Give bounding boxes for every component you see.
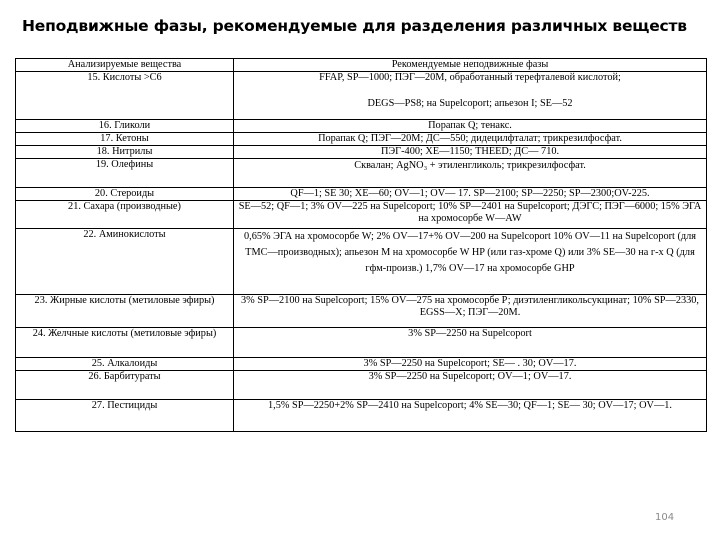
row-phases: QF—1; SE 30; ХЕ—60; OV—1; OV— 17. SP—2100; SP—2250; SP—2300;OV-225. xyxy=(234,187,707,200)
row-phases: 3% SP—2250 на Supelcoport xyxy=(234,327,707,357)
table-row xyxy=(16,200,707,228)
row-substance: 20. Стероиды xyxy=(16,187,234,200)
row-phases: 0,65% ЭГА на хромосорбе W; 2% OV—17+% OV—200 на Supelcoport 10% OV—11 на Supelcoport (для TMC—производных); апьезон М на хромосорбе W HP (или газ-хроме Q) или 3% SE—30 на г-х Q (для гфм-произв.) 1,7% OV—17 на хромосорбе GHP xyxy=(234,228,707,294)
row-phases: Порапак Q; тенакс. xyxy=(234,119,707,132)
row-phases: 3% SP—2100 на Supelcoport; 15% OV—275 на хромосорбе Р; диэтиленгликольсукцинат; 10% SP—2330, EGSS—X; ПЭГ—20М. xyxy=(234,294,707,327)
page-number: 104 xyxy=(655,512,675,523)
row-phases: SE—52; QF—1; 3% OV—225 на Supelcoport; 10% SP—2401 на Supelcoport; ДЭГС; ПЭГ—6000; 15% ЭГА на хромосорбе W—AW xyxy=(234,200,707,228)
row-substance: 22. Аминокислоты xyxy=(16,228,234,294)
table-header-row xyxy=(16,59,707,72)
table-row xyxy=(16,158,707,187)
row-substance: 16. Гликоли xyxy=(16,119,234,132)
stationary-phases-table xyxy=(15,58,707,432)
slide-title: Неподвижные фазы, рекомендуемые для разделения различных веществ xyxy=(22,17,687,35)
row-phases: Сквалан; AgNO₃ + этиленгликоль; трикрезилфосфат. xyxy=(234,158,707,187)
row-phases: 3% SP—2250 на Supelcoport; SE— . 30; OV—17. xyxy=(234,357,707,370)
row-substance: 19. Олефины xyxy=(16,158,234,187)
row-substance: 26. Барбитураты xyxy=(16,370,234,399)
row-substance: 18. Нитрилы xyxy=(16,145,234,158)
table-row xyxy=(16,71,707,119)
row-substance: 23. Жирные кислоты (метиловые эфиры) xyxy=(16,294,234,327)
table-row xyxy=(16,327,707,357)
header-phases: Рекомендуемые неподвижные фазы xyxy=(234,59,707,72)
table-row xyxy=(16,357,707,370)
row-phases xyxy=(234,71,707,119)
table-row xyxy=(16,145,707,158)
table-row xyxy=(16,187,707,200)
table-row xyxy=(16,119,707,132)
row-phases: 3% SP—2250 на Supelcoport; OV—1; OV—17. xyxy=(234,370,707,399)
row-substance: 25. Алкалоиды xyxy=(16,357,234,370)
row-substance: 27. Пестициды xyxy=(16,399,234,431)
row-phases: Порапак Q; ПЭГ—20М; ДС—550; дидецилфталат; трикрезилфосфат. xyxy=(234,132,707,145)
row-substance: 24. Желчные кислоты (метиловые эфиры) xyxy=(16,327,234,357)
row-phases-line2: DEGS—PS8; на Supelcoport; апьезон I; SE—52 xyxy=(367,97,573,109)
header-substances: Анализируемые вещества xyxy=(16,59,234,72)
row-substance: 15. Кислоты >С6 xyxy=(16,71,234,119)
table-row xyxy=(16,399,707,431)
table-row xyxy=(16,132,707,145)
row-phases: 1,5% SP—2250+2% SP—2410 на Supelcoport; 4% SE—30; QF—1; SE— 30; OV—17; OV—1. xyxy=(234,399,707,431)
row-phases-line1: FFAP, SP—1000; ПЭГ—20М, обработанный терефталевой кислотой; xyxy=(319,71,621,83)
row-substance: 21. Сахара (производные) xyxy=(16,200,234,228)
row-phases: ПЭГ-400; ХЕ—1150; THEED; ДС— 710. xyxy=(234,145,707,158)
table-row xyxy=(16,370,707,399)
table-row xyxy=(16,294,707,327)
table-row xyxy=(16,228,707,294)
row-substance: 17. Кетоны xyxy=(16,132,234,145)
